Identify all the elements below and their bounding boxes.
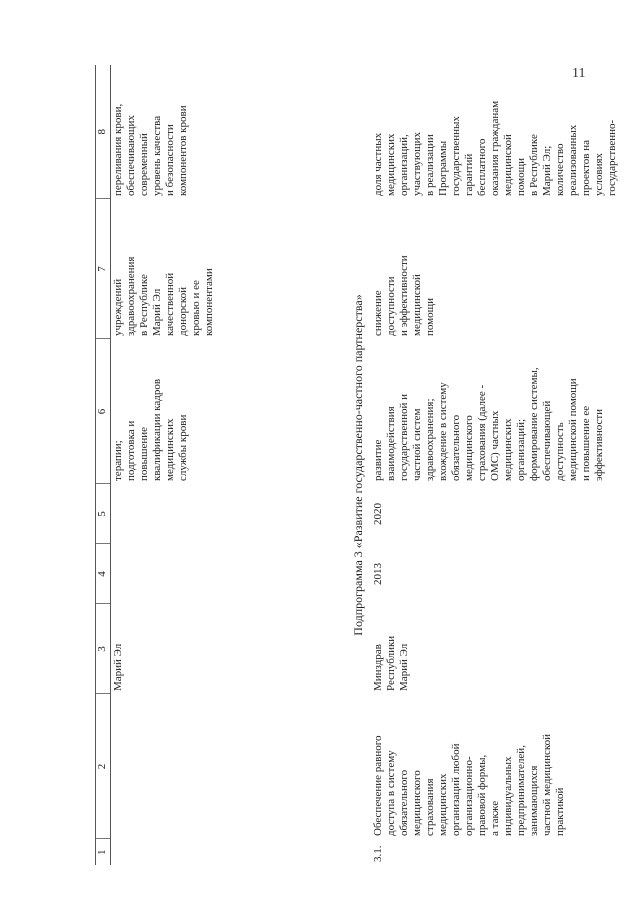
col-number-7: 7 bbox=[96, 199, 111, 339]
text-line: доступа в систему bbox=[385, 750, 397, 836]
text-line: взаимодействия bbox=[385, 406, 397, 481]
text-line: ОМС) частных bbox=[489, 410, 501, 481]
text-line: обязательного bbox=[398, 769, 410, 836]
text-line: обязательного bbox=[450, 414, 462, 481]
text-line: организаций; bbox=[515, 418, 527, 481]
continued-indicator bbox=[111, 65, 218, 199]
text-line: в Республике bbox=[528, 134, 540, 196]
page-number: 11 bbox=[572, 66, 586, 81]
text-line: качественной bbox=[164, 272, 176, 336]
table-part-2 bbox=[371, 65, 620, 865]
text-line: занимающихся bbox=[528, 765, 540, 836]
text-line: формирование системы, bbox=[528, 367, 540, 481]
text-line: обеспечивающей bbox=[541, 400, 553, 481]
text-line: организаций, bbox=[398, 134, 410, 196]
text-line: государственной и bbox=[398, 393, 410, 481]
text-line: снижение bbox=[372, 290, 384, 336]
text-line: Марий Эл bbox=[151, 288, 163, 336]
text-line: проектов на bbox=[580, 140, 592, 196]
text-line: практикой bbox=[554, 787, 566, 836]
text-line: компонентами bbox=[203, 268, 215, 336]
text-line: терапии; bbox=[112, 440, 124, 481]
text-line: здравоохранения bbox=[125, 256, 137, 336]
item-name bbox=[371, 694, 620, 839]
text-line: медицинских bbox=[385, 133, 397, 196]
table-row-3-1 bbox=[371, 65, 620, 865]
text-line: количество bbox=[554, 143, 566, 196]
table-part-1 bbox=[95, 65, 217, 865]
continued-measures bbox=[111, 339, 218, 484]
text-line: Марий Эл; bbox=[541, 145, 553, 196]
text-line: современный bbox=[138, 133, 150, 196]
col-number-3: 3 bbox=[96, 604, 111, 694]
item-start-year: 2013 bbox=[372, 563, 384, 585]
text-line: обеспечивающих bbox=[125, 115, 137, 196]
text-line: медицинских bbox=[164, 418, 176, 481]
text-line: Обеспечение равного bbox=[372, 735, 384, 836]
col-number-5: 5 bbox=[96, 484, 111, 544]
text-line: бесплатного bbox=[476, 138, 488, 196]
text-line: условиях bbox=[593, 152, 605, 196]
text-line: и повышение ее bbox=[580, 405, 592, 481]
col-number-2: 2 bbox=[96, 694, 111, 839]
text-line: и эффективности bbox=[398, 255, 410, 336]
text-line: государственных bbox=[450, 116, 462, 196]
program-table-top bbox=[95, 65, 217, 865]
continued-row bbox=[111, 65, 218, 865]
text-line: реализованных bbox=[567, 124, 579, 196]
text-line: в Республике bbox=[138, 274, 150, 336]
continued-cell-5 bbox=[111, 484, 218, 544]
column-number-row bbox=[96, 65, 111, 865]
text-line: медицинских bbox=[437, 773, 449, 836]
text-line: учреждений bbox=[112, 278, 124, 336]
text-line: медицинских bbox=[502, 418, 514, 481]
text-line: службы крови bbox=[177, 414, 189, 481]
text-line: вхождение в систему bbox=[437, 382, 449, 481]
text-line: эффективности bbox=[593, 408, 605, 481]
text-line: медицинской bbox=[411, 274, 423, 336]
text-line: медицинского bbox=[463, 415, 475, 481]
item-measures bbox=[371, 339, 620, 484]
text-line: помощи bbox=[515, 158, 527, 196]
item-indicator bbox=[371, 65, 620, 199]
text-line: Республики bbox=[385, 635, 397, 691]
item-number: 3.1. bbox=[372, 845, 384, 862]
item-executor bbox=[371, 604, 620, 694]
rotated-page-content bbox=[95, 65, 625, 865]
text-line: гарантий bbox=[463, 153, 475, 196]
text-line: медицинской помощи bbox=[567, 378, 579, 481]
text-line: Программы bbox=[437, 140, 449, 196]
text-line: Минздрав bbox=[372, 644, 384, 691]
text-line: уровень качества bbox=[151, 115, 163, 196]
subprogram-title: Подпрограмма 3 «Развитие государственно-частного партнерства» bbox=[351, 294, 365, 636]
text-line: Марий Эл bbox=[398, 643, 410, 691]
text-line: подготовка и bbox=[125, 420, 137, 481]
text-line: частной медицинской bbox=[541, 733, 553, 836]
text-line: страхования bbox=[424, 778, 436, 836]
item-end-year: 2020 bbox=[372, 503, 384, 525]
item-result bbox=[371, 199, 620, 339]
continued-result bbox=[111, 199, 218, 339]
continued-cell-2 bbox=[111, 694, 218, 839]
text-line: индивидуальных bbox=[502, 756, 514, 836]
text-line: правовой формы, bbox=[476, 754, 488, 836]
text-line: государственно- bbox=[606, 119, 618, 196]
text-line: здравоохранения; bbox=[424, 398, 436, 481]
text-line: медицинской bbox=[502, 134, 514, 196]
program-table-bottom bbox=[371, 65, 620, 865]
text-line: медицинского bbox=[411, 770, 423, 836]
text-line: доля частных bbox=[372, 132, 384, 196]
text-line: доступность bbox=[554, 422, 566, 481]
text-line: а также bbox=[489, 800, 501, 836]
text-line: помощи bbox=[424, 298, 436, 336]
text-line: донорской bbox=[177, 286, 189, 336]
text-line: квалификации кадров bbox=[151, 378, 163, 481]
text-line: оказания гражданам bbox=[489, 100, 501, 196]
text-line: страхования (далее - bbox=[476, 384, 488, 481]
text-line: переливания крови, bbox=[112, 103, 124, 196]
text-line: кровью и ее bbox=[190, 280, 202, 336]
text-line: компонентов крови bbox=[177, 105, 189, 196]
col-number-4: 4 bbox=[96, 544, 111, 604]
text-line: предпринимателей, bbox=[515, 745, 527, 836]
text-line: в реализации bbox=[424, 134, 436, 196]
text-line: организационно- bbox=[463, 756, 475, 836]
text-line: участвующих bbox=[411, 132, 423, 196]
text-line: повышение bbox=[138, 427, 150, 481]
continued-cell-1 bbox=[111, 839, 218, 865]
continued-executor: Марий Эл bbox=[112, 643, 124, 691]
col-number-6: 6 bbox=[96, 339, 111, 484]
text-line: развитие bbox=[372, 439, 384, 481]
text-line: доступности bbox=[385, 276, 397, 336]
text-line: частной систем bbox=[411, 408, 423, 481]
col-number-8: 8 bbox=[96, 65, 111, 199]
continued-cell-4 bbox=[111, 544, 218, 604]
col-number-1: 1 bbox=[96, 839, 111, 865]
text-line: организаций любой bbox=[450, 743, 462, 836]
text-line: и безопасности bbox=[164, 124, 176, 196]
